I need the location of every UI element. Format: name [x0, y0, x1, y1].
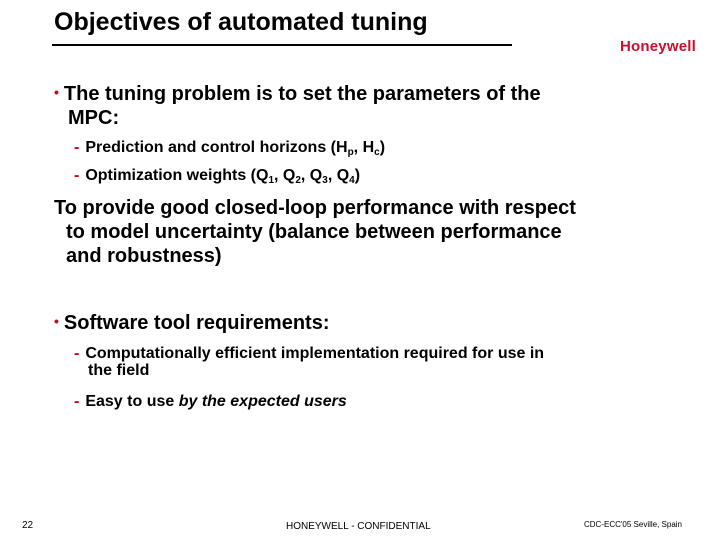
slide-title: Objectives of automated tuning — [54, 8, 428, 36]
event-label: CDC-ECC'05 Seville, Spain — [584, 520, 683, 529]
dash-icon: - — [74, 393, 80, 410]
dash-icon: - — [74, 167, 80, 184]
dash-icon: - — [74, 345, 80, 362]
bullet-dot-icon: • — [54, 84, 59, 100]
bullet-software-requirements: • Software tool requirements: — [54, 312, 330, 334]
sub-bullet-weights: - Optimization weights ($Q_1$, $Q_2$, $Q_3$, $Q_4$) — [74, 167, 361, 186]
page-number: 22 — [22, 520, 34, 531]
honeywell-logo: Honeywell — [620, 38, 696, 55]
bullet-text: The tuning problem is to set the parameters of the — [63, 83, 541, 105]
sub-bullet-horizons: - Prediction and control horizons ($H_p$, $H_c$) — [74, 139, 386, 158]
bullet-tuning-problem — [54, 83, 541, 130]
bullet-dot-icon: • — [54, 313, 59, 329]
dash-icon: - — [74, 139, 80, 156]
sub-bullet-efficiency: - Computationally efficient implementation required for use in the field — [74, 345, 545, 379]
sub-bullet-ease-of-use: - Easy to use by the expected users — [74, 393, 347, 410]
title-divider — [52, 44, 512, 46]
confidential-notice: HONEYWELL - CONFIDENTIAL — [286, 521, 431, 532]
bullet-text-continued: MPC: — [68, 107, 120, 129]
objective-paragraph: To provide good closed-loop performance with respect to model uncertainty (balance between performance and robustness) — [54, 197, 576, 267]
